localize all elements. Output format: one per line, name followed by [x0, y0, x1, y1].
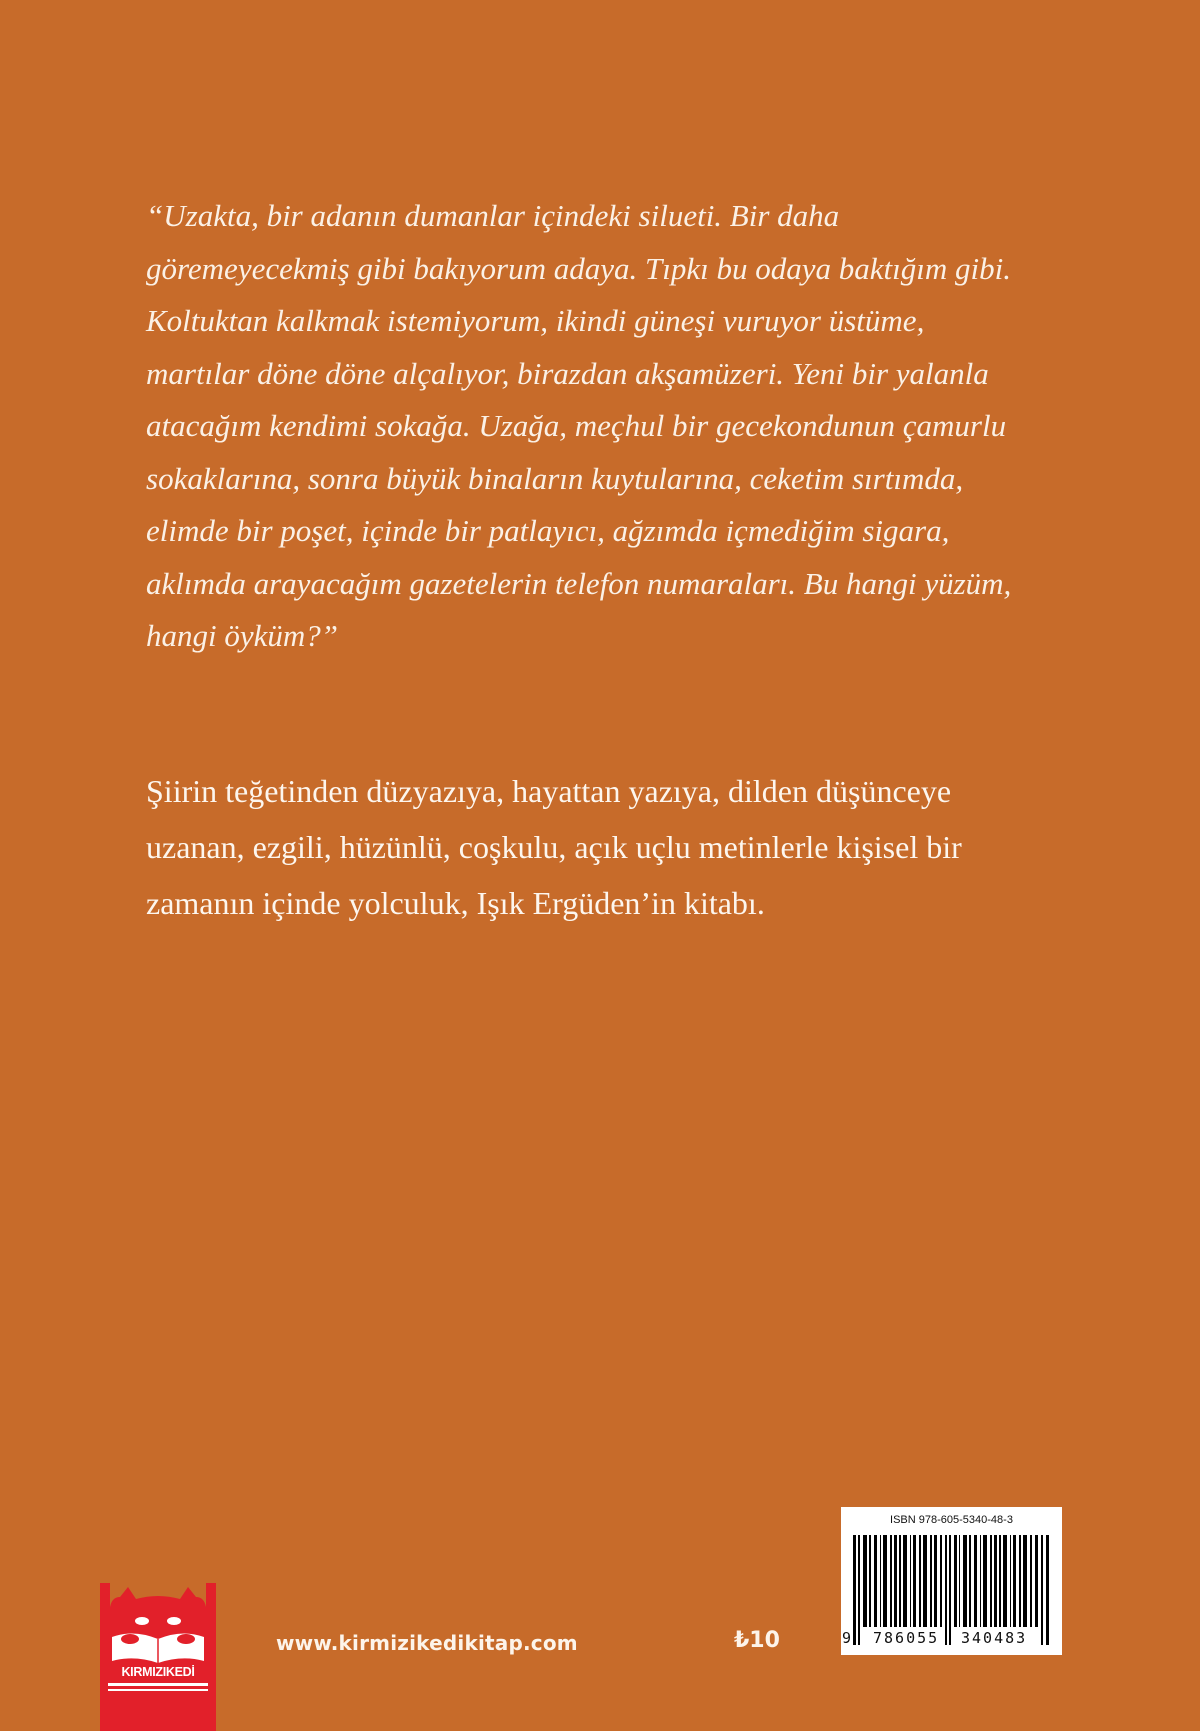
quote-line: sokaklarına, sonra büyük binaların kuytularına, ceketim sırtımda,	[146, 460, 964, 496]
publisher-logo	[100, 1583, 216, 1731]
cat-reading-book-icon	[100, 1583, 216, 1731]
barcode-digit-group: 340483	[961, 1629, 1028, 1647]
quote-line: göremeyecekmiş gibi bakıyorum adaya. Tıpkı bu odaya baktığım gibi.	[146, 250, 1011, 286]
excerpt-quote	[146, 190, 1066, 663]
quote-line: atacağım kendimi sokağa. Uzağa, meçhul bir gecekondunun çamurlu	[146, 408, 1007, 443]
price-label: ₺10	[734, 1628, 780, 1653]
book-description	[146, 763, 1086, 931]
quote-line: aklımda arayacağım gazetelerin telefon numaraları. Bu hangi yüzüm,	[146, 565, 1012, 601]
quote-line: martılar döne döne alçalıyor, birazdan akşamüzeri. Yeni bir yalanla	[146, 355, 989, 391]
isbn-barcode	[841, 1507, 1062, 1655]
quote-line: Koltuktan kalkmak istemiyorum, ikindi güneşi vuruyor üstüme,	[146, 303, 925, 338]
description-line: Şiirin teğetinden düzyazıya, hayattan yazıya, dilden düşünceye	[146, 773, 952, 809]
barcode-digit-group: 9	[842, 1629, 852, 1647]
quote-line: hangi öyküm?”	[146, 618, 339, 653]
quote-line: “Uzakta, bir adanın dumanlar içindeki silueti. Bir daha	[146, 198, 840, 233]
publisher-website: www.kirmizikedikitap.com	[276, 1631, 578, 1655]
barcode-digit-group: 786055	[873, 1629, 940, 1647]
description-line: zamanın içinde yolculuk, Işık Ergüden’in kitabı.	[146, 885, 765, 921]
quote-line: elimde bir poşet, içinde bir patlayıcı, ağzımda içmediğim sigara,	[146, 513, 950, 548]
description-line: uzanan, ezgili, hüzünlü, coşkulu, açık uçlu metinlerle kişisel bir	[146, 829, 962, 865]
isbn-label: ISBN 978-605-5340-48-3	[890, 1514, 1013, 1526]
publisher-name: KIRMIZIKEDİ	[121, 1665, 195, 1679]
